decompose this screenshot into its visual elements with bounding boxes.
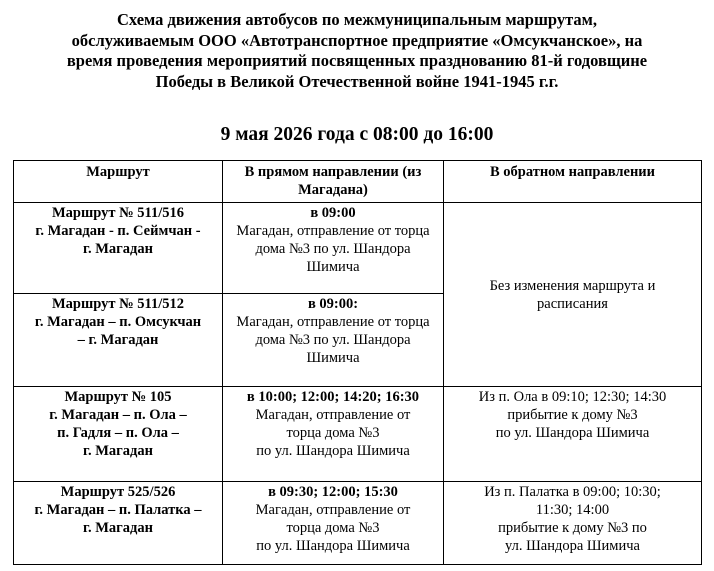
title-line: Победы в Великой Отечественной войне 1941-1945 г.г. [155,71,559,91]
schedule-table [13,160,702,565]
route-line: Маршрут 525/526 [60,484,176,500]
reverse-cell [444,482,702,565]
forward-line: дома №3 по ул. Шандора [255,332,411,348]
forward-line: торца дома №3 [286,520,380,536]
forward-line: Магадан, отправление от торца [236,314,430,330]
reverse-line: 11:30; 14:00 [535,502,610,518]
date-line: 9 мая 2026 года с 08:00 до 16:00 [220,124,494,145]
table-row [14,203,702,294]
reverse-cell-merged [444,203,702,387]
title-line: время проведения мероприятий посвященных празднованию 81-й годовщине [66,51,648,70]
document-title [0,10,714,92]
forward-line: Магадан, отправление от торца [236,223,430,239]
forward-line: Магадан, отправление от [255,502,411,518]
route-line: г. Магадан [83,241,153,257]
forward-cell [223,294,444,387]
forward-time: в 10:00; 12:00; 14:20; 16:30 [246,389,420,405]
table-header-row [14,161,702,203]
route-line: Маршрут № 511/512 [51,296,185,312]
route-line: г. Магадан - п. Сеймчан - [35,223,201,239]
reverse-line: ул. Шандора Шимича [505,538,640,554]
table-row [14,387,702,482]
route-cell [14,387,223,482]
forward-cell [223,387,444,482]
route-line: г. Магадан – п. Ола – [49,407,187,423]
forward-line: Шимича [306,259,360,275]
header-forward: В прямом направлении (из Магадана) [223,161,444,203]
header-reverse: В обратном направлении [444,161,702,203]
route-cell [14,203,223,294]
route-line: г. Магадан – п. Омсукчан [34,314,202,330]
forward-time: в 09:00 [310,205,356,221]
forward-line: по ул. Шандора Шимича [256,443,410,459]
forward-cell [223,203,444,294]
route-line: Маршрут № 105 [64,389,172,405]
route-cell [14,294,223,387]
reverse-line: расписания [537,295,608,312]
forward-line: дома №3 по ул. Шандора [255,241,411,257]
reverse-line: по ул. Шандора Шимича [495,425,650,441]
reverse-cell [444,387,702,482]
route-line: – г. Магадан [77,332,159,348]
route-line: г. Магадан – п. Палатка – [34,502,202,518]
table-row [14,482,702,565]
route-line: г. Магадан [83,520,153,536]
title-line: обслуживаемым ООО «Автотранспортное предприятие «Омсукчанское», на [71,30,643,50]
reverse-line: прибытие к дому №3 [507,407,638,423]
forward-line: Шимича [306,350,360,366]
forward-cell [223,482,444,565]
forward-time: в 09:30; 12:00; 15:30 [268,484,398,500]
forward-line: торца дома №3 [286,425,380,441]
route-line: п. Гадля – п. Ола – [57,425,179,441]
reverse-line: Из п. Палатка в 09:00; 10:30; [484,484,661,500]
forward-line: Магадан, отправление от [255,407,411,423]
forward-line: по ул. Шандора Шимича [256,538,410,554]
reverse-line: прибытие к дому №3 по [498,520,647,536]
route-line: г. Магадан [83,443,153,459]
reverse-line: Из п. Ола в 09:10; 12:30; 14:30 [478,389,667,405]
forward-time: в 09:00: [307,296,359,312]
header-route: Маршрут [14,161,223,203]
route-cell [14,482,223,565]
route-line: Маршрут № 511/516 [51,205,185,221]
title-line: Схема движения автобусов по межмуниципальным маршрутам, [116,10,598,29]
reverse-line: Без изменения маршрута и [489,277,656,294]
